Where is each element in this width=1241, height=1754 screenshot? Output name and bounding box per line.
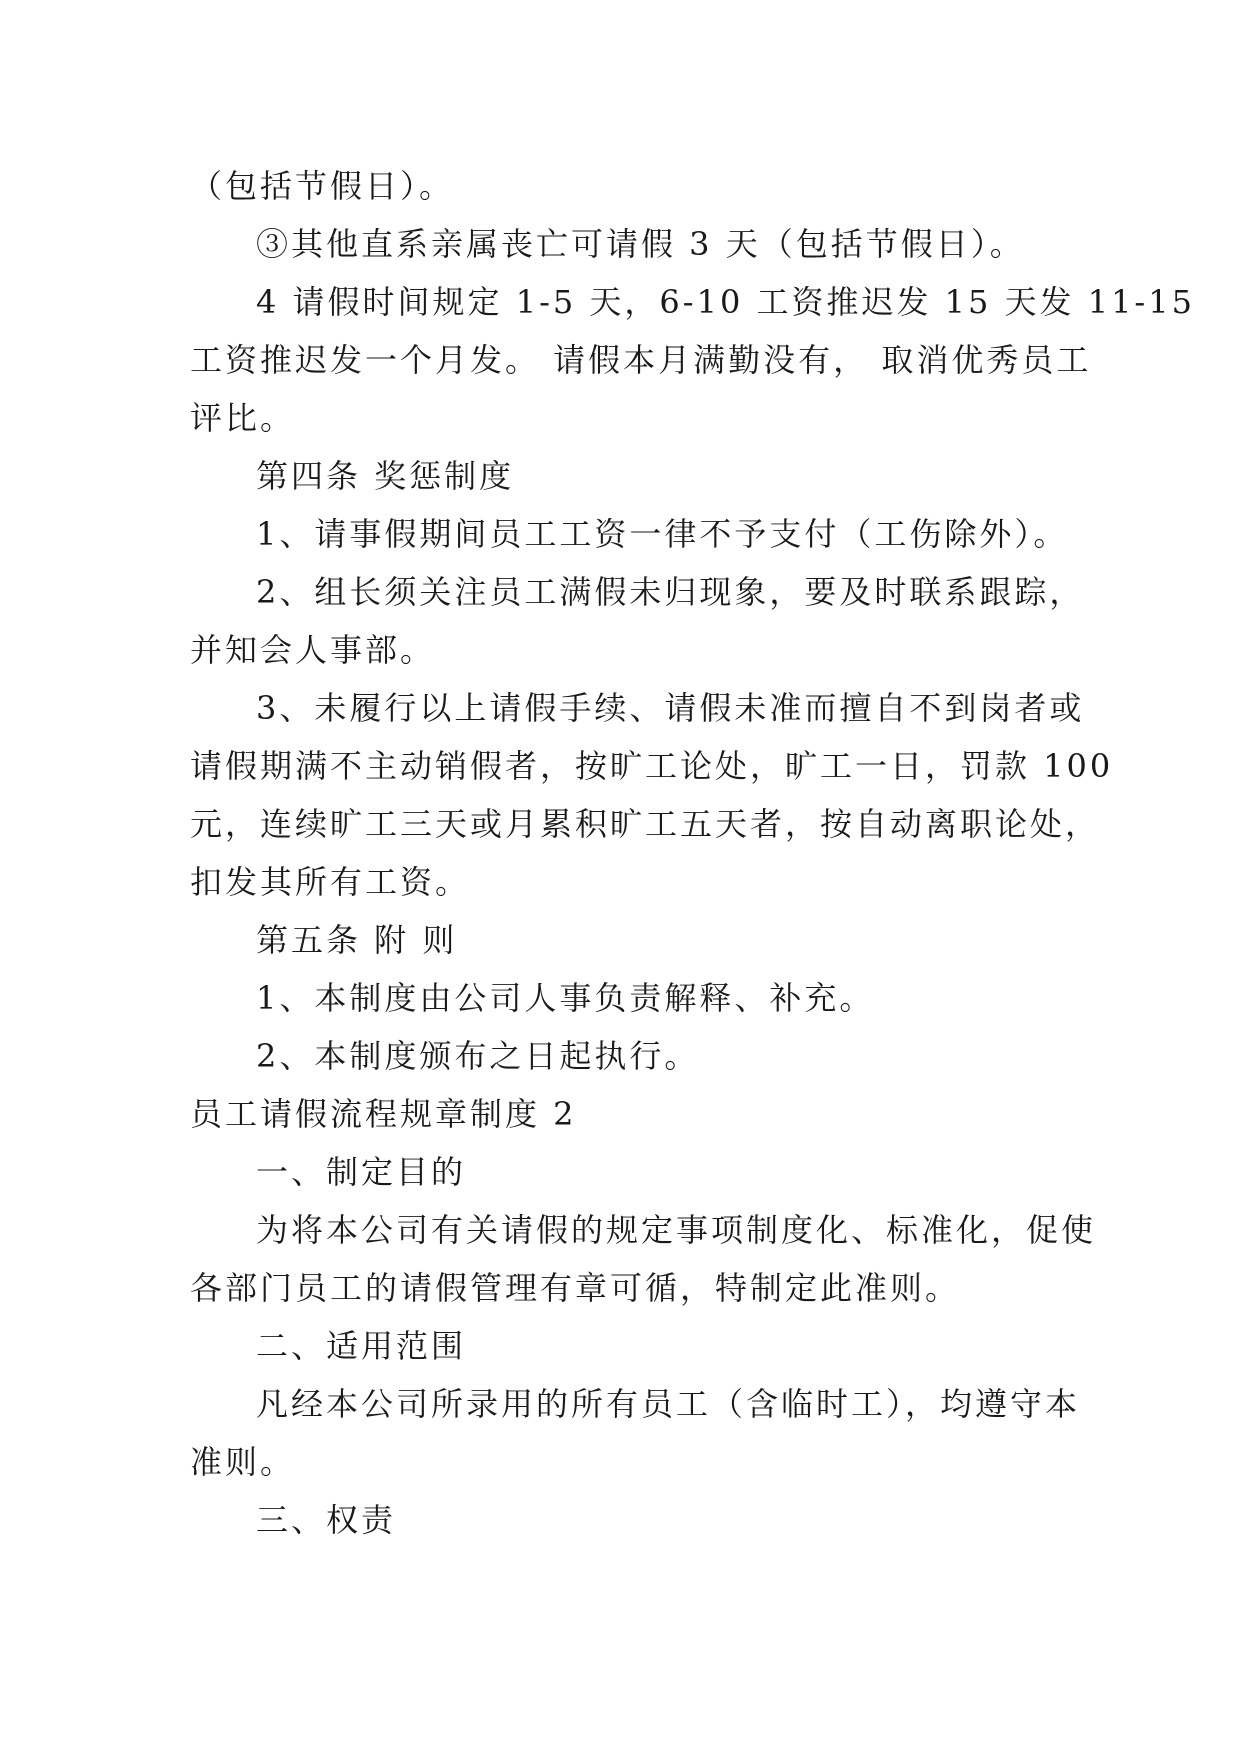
document-title: 员工请假流程规章制度 2 bbox=[190, 1095, 577, 1133]
text-line: 各部门员工的请假管理有章可循，特制定此准则。 bbox=[190, 1269, 961, 1307]
text-line: 评比。 bbox=[190, 399, 296, 437]
section-heading: 第四条 奖惩制度 bbox=[256, 457, 515, 495]
text-line: 请假期满不主动销假者，按旷工论处，旷工一日，罚款 100 bbox=[190, 747, 1114, 785]
text-line: 2、本制度颁布之日起执行。 bbox=[256, 1037, 700, 1075]
section-heading: 第五条 附 则 bbox=[256, 921, 458, 959]
text-line: 工资推迟发一个月发。 请假本月满勤没有， 取消优秀员工 bbox=[190, 341, 1092, 379]
text-line: 扣发其所有工资。 bbox=[190, 863, 471, 901]
text-line: 为将本公司有关请假的规定事项制度化、标准化，促使 bbox=[256, 1211, 1097, 1249]
text-line: 元，连续旷工三天或月累积旷工五天者，按自动离职论处， bbox=[190, 805, 1101, 843]
section-heading: 二、适用范围 bbox=[256, 1327, 467, 1365]
text-line: 凡经本公司所录用的所有员工（含临时工），均遵守本 bbox=[256, 1385, 1081, 1423]
text-line: ③其他直系亲属丧亡可请假 3 天（包括节假日）。 bbox=[256, 225, 1025, 263]
section-heading: 三、权责 bbox=[256, 1501, 397, 1539]
text-line: （包括节假日）。 bbox=[190, 167, 455, 205]
text-line: 1、请事假期间员工工资一律不予支付（工伤除外）。 bbox=[256, 515, 1069, 553]
text-line: 2、组长须关注员工满假未归现象，要及时联系跟踪， bbox=[256, 573, 1085, 611]
text-line: 1、本制度由公司人事负责解释、补充。 bbox=[256, 979, 875, 1017]
text-line: 准则。 bbox=[190, 1443, 296, 1481]
text-line: 4 请假时间规定 1-5 天，6-10 工资推迟发 15 天发 11-15 bbox=[256, 283, 1195, 321]
text-line: 并知会人事部。 bbox=[190, 631, 436, 669]
section-heading: 一、制定目的 bbox=[256, 1153, 467, 1191]
text-line: 3、未履行以上请假手续、请假未准而擅自不到岗者或 bbox=[256, 689, 1085, 727]
